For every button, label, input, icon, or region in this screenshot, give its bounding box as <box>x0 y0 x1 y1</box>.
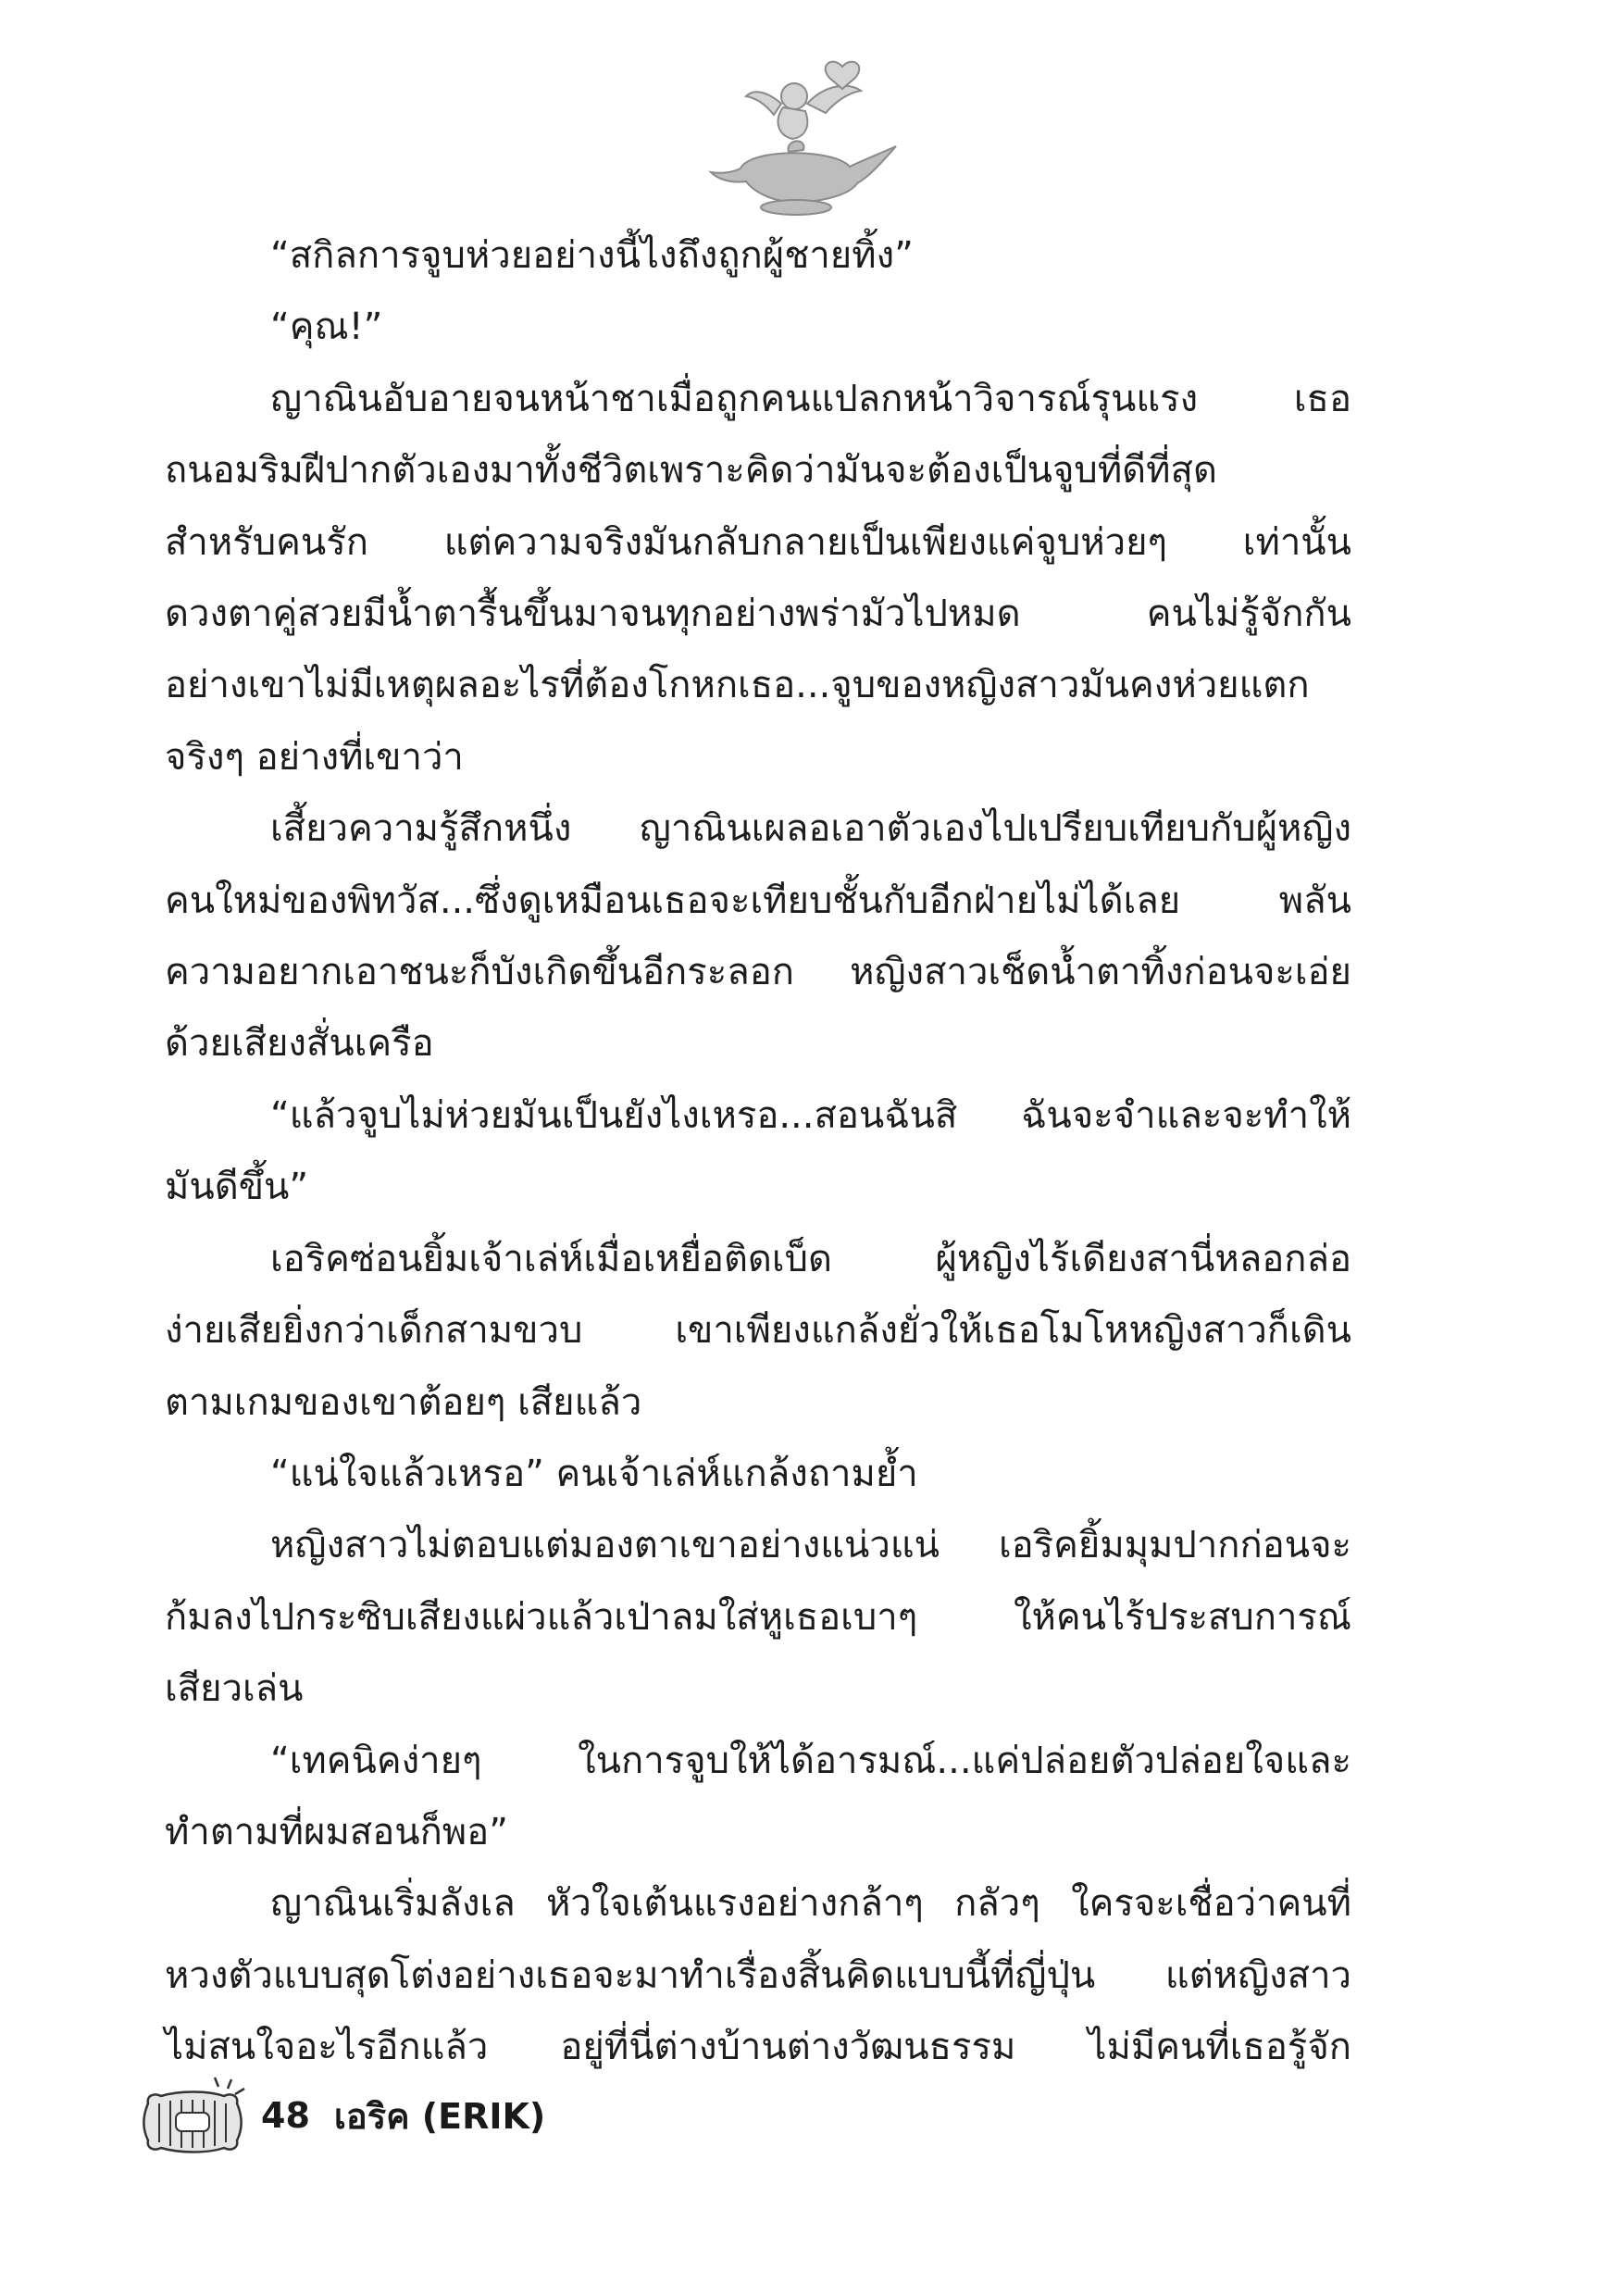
text-line: ไม่สนใจอะไรอีกแล้ว อยู่ที่นี่ต่างบ้านต่างวัฒนธรรม ไม่มีคนที่เธอรู้จัก <box>165 2026 1351 2069</box>
paragraph-9 <box>165 1726 1351 1869</box>
text-line: มันดีขึ้น” <box>165 1166 309 1209</box>
text-line: สำหรับคนรัก แต่ความจริงมันกลับกลายเป็นเพียงแค่จูบห่วยๆ เท่านั้น <box>165 520 1351 564</box>
text-line: ญาณินอับอายจนหน้าชาเมื่อถูกคนแปลกหน้าวิจารณ์รุนแรง เธอ <box>270 377 1351 420</box>
text-line: ดวงตาคู่สวยมีน้ำตารื้นขึ้นมาจนทุกอย่างพร่ามัวไปหมด คนไม่รู้จักกัน <box>165 593 1351 636</box>
text-line: อย่างเขาไม่มีเหตุผลอะไรที่ต้องโกหกเธอ...จูบของหญิงสาวมันคงห่วยแตก <box>165 664 1310 707</box>
paragraph-6 <box>165 1224 1351 1439</box>
text-line: “แล้วจูบไม่ห่วยมันเป็นยังไงเหรอ...สอนฉันสิ ฉันจะจำและจะทำให้ <box>270 1093 1351 1137</box>
text-line: จริงๆ อย่างที่เขาว่า <box>165 735 464 779</box>
text-line: ตามเกมของเขาต้อยๆ เสียแล้ว <box>165 1380 642 1424</box>
text-line: ก้มลงไปกระซิบเสียงแผ่วแล้วเป่าลมใส่หูเธอเบาๆ ให้คนไร้ประสบการณ์ <box>165 1595 1351 1639</box>
page-number: 48 <box>261 2095 310 2136</box>
text-line: ด้วยเสียงสั่นเครือ <box>165 1022 434 1066</box>
text-line: ญาณินเริ่มลังเล หัวใจเต้นแรงอย่างกล้าๆ กลัวๆ ใครจะเชื่อว่าคนที่ <box>270 1882 1351 1926</box>
text-line: “สกิลการจูบห่วยอย่างนี้ไงถึงถูกผู้ชายทิ้ง” <box>270 234 914 277</box>
paragraph-7 <box>165 1439 1351 1510</box>
pillow-icon <box>139 2076 248 2155</box>
paragraph-1 <box>165 220 1351 292</box>
paragraph-10 <box>165 1868 1351 2083</box>
text-line: “เทคนิคง่ายๆ ในการจูบให้ได้อารมณ์...แค่ปล่อยตัวปล่อยใจและ <box>270 1739 1351 1782</box>
text-line: “คุณ!” <box>270 306 383 349</box>
paragraph-3 <box>165 364 1351 793</box>
text-line: หวงตัวแบบสุดโต่งอย่างเธอจะมาทำเรื่องสิ้นคิดแบบนี้ที่ญี่ปุ่น แต่หญิงสาว <box>165 1953 1351 1997</box>
text-line: ง่ายเสียยิ่งกว่าเด็กสามขวบ เขาเพียงแกล้งยั่วให้เธอโมโหหญิงสาวก็เดิน <box>165 1309 1351 1353</box>
text-line: ความอยากเอาชนะก็บังเกิดขึ้นอีกระลอก หญิงสาวเช็ดน้ำตาทิ้งก่อนจะเอ่ย <box>165 951 1351 994</box>
chapter-body-text <box>165 220 1351 2084</box>
text-line: ถนอมริมฝีปากตัวเองมาทั้งชีวิตเพราะคิดว่ามันจะต้องเป็นจูบที่ดีที่สุด <box>165 449 1217 493</box>
paragraph-4 <box>165 793 1351 1080</box>
book-title: เอริค (ERIK) <box>333 2095 546 2137</box>
paragraph-2 <box>165 292 1351 363</box>
paragraph-5 <box>165 1080 1351 1224</box>
text-line: เสียวเล่น <box>165 1667 304 1711</box>
text-line: หญิงสาวไม่ตอบแต่มองตาเขาอย่างแน่วแน่ เอริคยิ้มมุมปากก่อนจะ <box>270 1524 1351 1567</box>
genie-lamp-cupid-ornament-icon <box>685 48 907 224</box>
text-line: คนใหม่ของพิทวัส...ซึ่งดูเหมือนเธอจะเทียบชั้นกับอีกฝ่ายไม่ได้เลย พลัน <box>165 879 1351 922</box>
page-footer <box>139 2074 545 2157</box>
text-line: ทำตามที่ผมสอนก็พอ” <box>165 1810 508 1853</box>
text-line: เสี้ยวความรู้สึกหนึ่ง ญาณินเผลอเอาตัวเองไปเปรียบเทียบกับผู้หญิง <box>270 807 1351 851</box>
text-line: เอริคซ่อนยิ้มเจ้าเล่ห์เมื่อเหยื่อติดเบ็ด ผู้หญิงไร้เดียงสานี่หลอกล่อ <box>270 1237 1351 1280</box>
paragraph-8 <box>165 1510 1351 1725</box>
text-line: “แน่ใจแล้วเหรอ” คนเจ้าเล่ห์แกล้งถามย้ำ <box>270 1452 918 1495</box>
